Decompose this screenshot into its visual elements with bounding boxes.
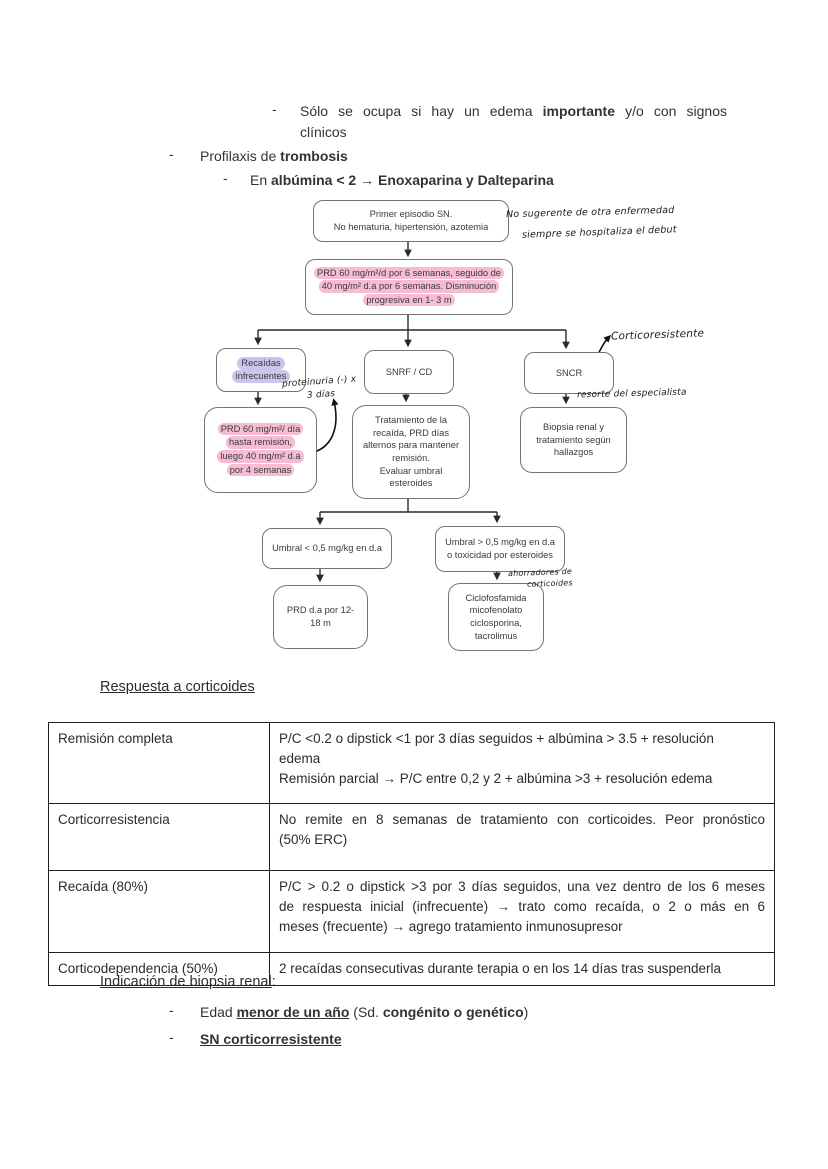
table-cell-label: Recaída (80%) [49, 871, 270, 953]
flow-node-line: PRD d.a por 12- [286, 605, 355, 616]
section-heading-biopsia [100, 974, 276, 990]
flow-node-line: No hematuria, hipertensión, azotemia [333, 222, 489, 232]
table-cell-label: Remisión completa [49, 723, 270, 804]
flow-node-line: hallazgos [553, 447, 594, 458]
note-text-bold: importante [542, 103, 615, 119]
cell-line: Remisión parcial → P/C entre 0,2 y 2 + albúmina >3 + resolución edema [279, 771, 713, 786]
flow-node-line: Tratamiento de la [374, 415, 447, 426]
handwritten-note-ahorradores: ahorradores de [507, 566, 573, 579]
flow-node-line: SNCR [555, 367, 583, 378]
table-cell-value [270, 953, 775, 986]
flow-node-prd-60-hasta-remision [204, 407, 317, 493]
note-text-bold: congénito o genético [382, 1004, 524, 1020]
heading-text: Indicación de biopsia renal [100, 974, 272, 990]
table-cell-value [270, 871, 775, 953]
note-text: Profilaxis de [200, 148, 281, 164]
cell-line: 2 recaídas consecutivas durante terapia o en los 14 días tras suspenderla [279, 961, 722, 976]
flow-node-line: Primer episodio SN. [369, 209, 453, 220]
note-text: Edad [200, 1004, 237, 1020]
bullet-dash: - [223, 170, 228, 186]
bullet-dash: - [272, 101, 277, 117]
handwritten-note-hospitaliza: siempre se hospitaliza el debut [521, 224, 677, 241]
biopsia-bullet-sn [200, 1029, 342, 1050]
handwritten-note-corticoresistente: Corticoresistente [610, 327, 705, 343]
flow-node-line-highlighted: hasta remisión, [226, 436, 295, 449]
flow-node-line: ciclosporina, [470, 618, 522, 628]
respuesta-corticoides-table [48, 722, 775, 986]
flow-node-line-highlighted: luego 40 mg/m² d.a [217, 450, 303, 463]
table-cell-value [270, 804, 775, 871]
note-text: ) [523, 1004, 529, 1020]
cell-line: de respuesta inicial (infrecuente) → trato como recaída, o 2 o más en 6 [279, 899, 765, 914]
flow-node-line-highlighted: PRD 60 mg/m²/d por 6 semanas, seguido de [314, 267, 504, 280]
flow-node-line: Ciclofosfamida [465, 592, 527, 603]
handwritten-note-resorte-especialista: resorte del especialista [576, 387, 687, 401]
handwritten-note-corticoides: corticoides [526, 578, 573, 589]
table-cell-value [270, 723, 775, 804]
flow-node-inmunosupresores [448, 583, 544, 651]
note-text: En [250, 172, 272, 188]
flow-node-line: Umbral < 0,5 mg/kg en d.a [272, 543, 382, 554]
cell-line: P/C > 0.2 o dipstick >3 por 3 días seguidos, una vez dentro de los 6 meses [279, 879, 765, 894]
note-text-bold-underline: SN corticorresistente [200, 1031, 342, 1047]
flow-node-sncr [524, 352, 614, 394]
handwritten-note-3-dias: 3 días [306, 389, 336, 401]
note-edema-line1 [300, 101, 727, 122]
flow-node-primer-episodio [313, 200, 509, 242]
biopsia-bullet-edad [200, 1002, 528, 1023]
flow-node-prd-da-12-18m [273, 585, 368, 649]
flow-node-line: o toxicidad por esteroides [447, 550, 553, 560]
table-row [49, 723, 775, 804]
flow-node-line: esteroides [389, 478, 433, 489]
cell-line: edema [279, 751, 321, 766]
note-profilaxis [200, 146, 348, 167]
flow-node-line-highlighted: por 4 semanas [227, 464, 295, 477]
flow-node-line: Biopsia renal y [543, 422, 604, 433]
note-edema-line2: clínicos [300, 124, 347, 140]
bullet-dash: - [169, 146, 174, 162]
flow-node-line: SNRF / CD [385, 366, 433, 377]
bullet-dash: - [169, 1002, 174, 1018]
flow-node-line: Evaluar umbral [379, 465, 443, 476]
flow-node-tratamiento-recaida [352, 405, 470, 499]
note-text: y/o con signos [615, 103, 727, 119]
note-albumina [250, 170, 554, 191]
flow-node-prd-6-semanas [305, 259, 513, 315]
note-text: Sólo se ocupa si hay un edema [300, 103, 543, 119]
flow-node-line: recaída, PRD días [373, 427, 449, 438]
section-heading-respuesta: Respuesta a corticoides [100, 679, 255, 695]
cell-line: No remite en 8 semanas de tratamiento con corticoides. Peor pronóstico [279, 812, 765, 827]
flow-node-line: 18 m [310, 618, 331, 628]
bullet-dash: - [169, 1029, 174, 1045]
note-text: (Sd. [349, 1004, 383, 1020]
note-text-bold-underline: menor de un año [236, 1004, 350, 1020]
flow-node-line: tratamiento según [536, 434, 611, 445]
table-row [49, 804, 775, 871]
cell-line: P/C <0.2 o dipstick <1 por 3 días seguidos + albúmina > 3.5 + resolución [279, 731, 714, 746]
note-text-bold: albúmina < 2 → Enoxaparina y Dalteparina [271, 172, 554, 188]
flow-node-line: Umbral > 0,5 mg/kg en d.a [445, 537, 555, 548]
cell-line: meses (frecuente) → agrego tratamiento inmunosupresor [279, 919, 623, 934]
flow-node-line-highlighted: progresiva en 1- 3 m [363, 294, 454, 307]
flow-node-snrf-cd [364, 350, 454, 394]
handwritten-note-proteinuria: proteinuria (-) x [281, 374, 357, 390]
heading-colon: : [271, 974, 276, 990]
flow-node-line: remisión. [392, 453, 430, 463]
flow-node-line: alternos para mantener [362, 440, 460, 451]
table-cell-label: Corticorresistencia [49, 804, 270, 871]
flow-node-umbral-mayor [435, 526, 565, 572]
handwritten-note-no-sugerente: No sugerente de otra enfermedad [505, 204, 675, 221]
flow-node-line: micofenolato [469, 605, 523, 616]
flow-node-umbral-menor [262, 528, 392, 569]
flow-node-line: tacrolimus [474, 630, 518, 641]
flow-node-line-highlighted: infrecuentes [232, 370, 291, 383]
flow-node-line-highlighted: Recaídas [237, 357, 284, 370]
cell-line: (50% ERC) [279, 832, 348, 847]
table-cell-label: Corticodependencia (50%) [49, 953, 270, 986]
table-row [49, 871, 775, 953]
flow-node-biopsia-renal [520, 407, 627, 473]
note-text-bold: trombosis [280, 148, 348, 164]
flow-node-line-highlighted: PRD 60 mg/m²/ día [218, 423, 304, 436]
flow-node-line-highlighted: 40 mg/m² d.a por 6 semanas. Disminución [319, 280, 500, 293]
